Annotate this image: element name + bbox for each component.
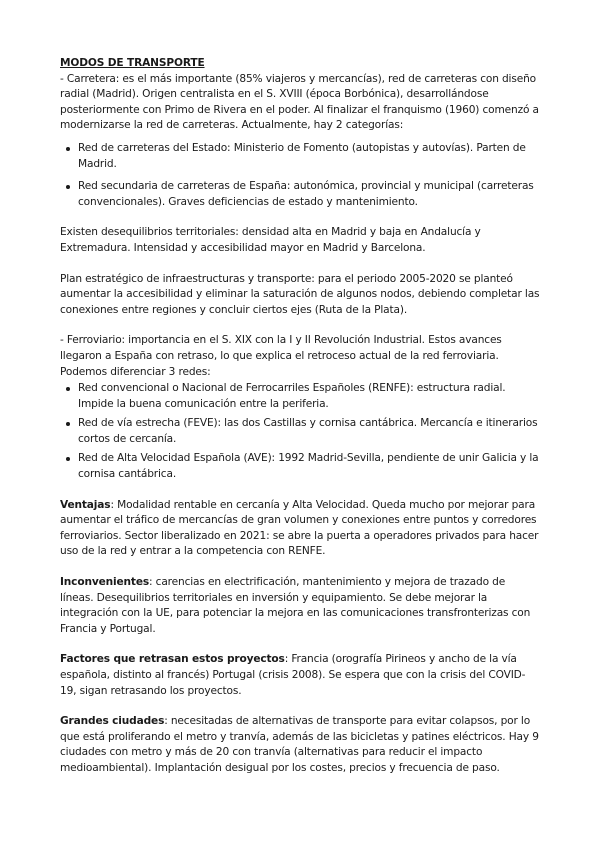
inconvenientes-label: Inconvenientes bbox=[60, 576, 150, 589]
list-item: Red convencional o Nacional de Ferrocarriles Españoles (RENFE): estructura radial. Impide la buena comunicación entre la periferia. bbox=[60, 381, 540, 412]
list-item: Red de vía estrecha (FEVE): las dos Castillas y cornisa cantábrica. Mercancía e itinerarios cortos de cercanía. bbox=[60, 416, 540, 447]
page-title: MODOS DE TRANSPORTE bbox=[60, 57, 205, 69]
ciudades-label: Grandes ciudades bbox=[60, 715, 165, 728]
ciudades-paragraph bbox=[60, 714, 540, 776]
inconvenientes-text: : carencias en electrificación, mantenimiento y mejora de trazado de líneas. Desequilibrios territoriales en inversión y equipamiento. Se debe mejorar la integración con la UE, para potenciar la mejora en las comunicaciones transfronterizas con Francia y Portugal. bbox=[60, 576, 531, 635]
list-item: Red de Alta Velocidad Española (AVE): 1992 Madrid-Sevilla, pendiente de unir Galicia y la cornisa cantábrica. bbox=[60, 451, 540, 482]
carretera-list bbox=[60, 141, 540, 210]
ventajas-paragraph bbox=[60, 498, 540, 560]
plan-paragraph: Plan estratégico de infraestructuras y transporte: para el periodo 2005-2020 se planteó aumentar la accesibilidad y eliminar la saturación de algunos nodos, debiendo completar las conexiones entre regiones y concluir ciertos ejes (Ruta de la Plata). bbox=[60, 272, 540, 316]
inconvenientes-paragraph bbox=[60, 575, 540, 637]
desequilibrios-paragraph: Existen desequilibrios territoriales: densidad alta en Madrid y baja en Andalucía y Extremadura. Intensidad y accesibilidad mayor en Madrid y Barcelona. bbox=[60, 226, 481, 254]
list-item: Red de carreteras del Estado: Ministerio de Fomento (autopistas y autovías). Parten de Madrid. bbox=[60, 141, 540, 172]
ferroviario-list bbox=[60, 381, 540, 483]
factores-label: Factores que retrasan estos proyectos bbox=[60, 653, 285, 666]
list-item: Red secundaria de carreteras de España: autonómica, provincial y municipal (carreteras convencionales). Graves deficiencias de estado y mantenimiento. bbox=[60, 179, 540, 210]
ferroviario-intro: - Ferroviario: importancia en el S. XIX con la I y II Revolución Industrial. Estos avances llegaron a España con retraso, lo que explica el retroceso actual de la red ferroviaria. Podemos diferenciar 3 redes: bbox=[60, 334, 502, 378]
ventajas-text: : Modalidad rentable en cercanía y Alta Velocidad. Queda mucho por mejorar para aumentar el tráfico de mercancías de gran volumen y conexiones entre puntos y corredores ferroviarios. Sector liberalizado en 2021: se abre la puerta a operadores privados para hacer uso de la red y entrar a la competencia con RENFE. bbox=[60, 498, 539, 558]
carretera-intro: - Carretera: es el más importante (85% viajeros y mercancías), red de carreteras con diseño radial (Madrid). Origen centralista en el S. XVIII (época Borbónica), desarrollándose posteriormente con Primo de Rivera en el poder. Al finalizar el franquismo (1960) comenzó a modernizarse la red de carreteras. Actualmente, hay 2 categorías: bbox=[60, 72, 539, 132]
ventajas-label: Ventajas bbox=[60, 498, 111, 511]
factores-paragraph bbox=[60, 652, 540, 699]
ciudades-text: : necesitadas de alternativas de transporte para evitar colapsos, por lo que está proliferando el metro y tranvía, además de las bicicletas y patines eléctricos. Hay 9 ciudades con metro y más de 20 con tranvía (alternativas para reducir el impacto medioambiental). Implantación desigual por los costes, precios y frecuencia de paso. bbox=[60, 715, 539, 774]
factores-text: : Francia (orografía Pirineos y ancho de la vía española, distinto al francés) Portugal (crisis 2008). Se espera que con la crisis del COVID-19, sigan retrasando los proyectos. bbox=[60, 653, 526, 697]
